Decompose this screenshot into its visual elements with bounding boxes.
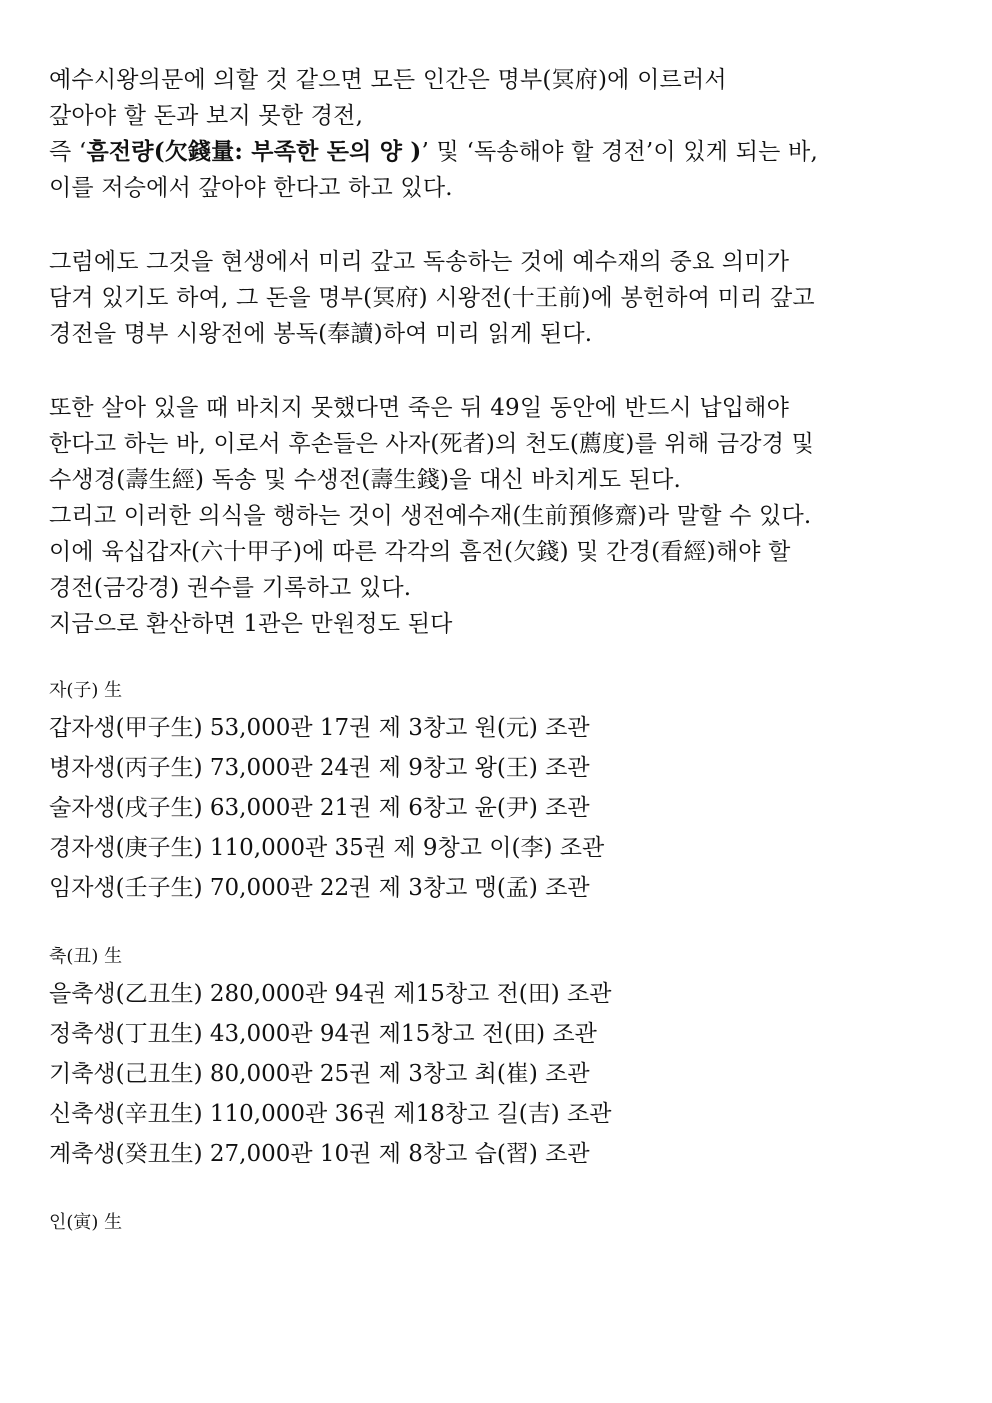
list-item: 을축생(乙丑生) 280,000관 94권 제15창고 전(田) 조관 (49, 981, 612, 1007)
text-line: 경전을 명부 시왕전에 봉독(奉讀)하여 미리 읽게 된다. (49, 321, 593, 347)
emphasis-term: 흠전량(欠錢量: 부족한 돈의 양 ) (86, 138, 422, 165)
text-line: 경전(금강경) 권수를 기록하고 있다. (49, 575, 412, 601)
section-heading: 축(丑) 生 (49, 946, 123, 967)
quote-open: 즉 ‘ (49, 139, 87, 165)
text-line: 지금으로 환산하면 1관은 만원정도 된다 (49, 611, 453, 637)
text-line: 한다고 하는 바, 이로서 후손들은 사자(死者)의 천도(薦度)를 위해 금강경 및 (49, 431, 815, 457)
document-page (49, 62, 949, 1240)
text-line: 또한 살아 있을 때 바치지 못했다면 죽은 뒤 49일 동안에 반드시 납입해야 (49, 395, 789, 421)
text-line: 이에 육십갑자(六十甲子)에 따른 각각의 흠전(欠錢) 및 간경(看經)해야 할 (49, 539, 791, 565)
text-line: 이를 저승에서 갚아야 한다고 하고 있다. (49, 175, 453, 201)
text-line-with-emphasis (49, 134, 949, 170)
list-item: 술자생(戌子生) 63,000관 21권 제 6창고 윤(尹) 조관 (49, 795, 590, 821)
list-item: 임자생(壬子生) 70,000관 22권 제 3창고 맹(孟) 조관 (49, 875, 590, 901)
list-item: 경자생(庚子生) 110,000관 35권 제 9창고 이(李) 조관 (49, 835, 605, 861)
quote-rest: ’ 및 ‘독송해야 할 경전’이 있게 되는 바, (421, 139, 818, 165)
section-heading: 인(寅) 生 (49, 1212, 123, 1233)
text-line: 갚아야 할 돈과 보지 못한 경전, (49, 103, 364, 129)
text-line: 그럼에도 그것을 현생에서 미리 갚고 독송하는 것에 예수재의 중요 의미가 (49, 249, 790, 275)
text-line: 그리고 이러한 의식을 행하는 것이 생전예수재(生前預修齋)라 말할 수 있다. (49, 503, 812, 529)
intro-paragraph-2 (49, 244, 949, 352)
intro-paragraph-3 (49, 390, 949, 642)
list-item: 갑자생(甲子生) 53,000관 17권 제 3창고 원(元) 조관 (49, 715, 590, 741)
list-item: 신축생(辛丑生) 110,000관 36권 제18창고 길(吉) 조관 (49, 1101, 612, 1127)
section-in (49, 1208, 949, 1238)
text-line: 예수시왕의문에 의할 것 같으면 모든 인간은 명부(冥府)에 이르러서 (49, 67, 727, 93)
section-heading: 자(子) 生 (49, 680, 123, 701)
list-item: 계축생(癸丑生) 27,000관 10권 제 8창고 습(習) 조관 (49, 1141, 590, 1167)
section-ja (49, 676, 949, 908)
text-line: 수생경(壽生經) 독송 및 수생전(壽生錢)을 대신 바치게도 된다. (49, 467, 681, 493)
text-line: 담겨 있기도 하여, 그 돈을 명부(冥府) 시왕전(十王前)에 봉헌하여 미리 갚고 (49, 285, 815, 311)
intro-paragraph-1 (49, 62, 949, 206)
list-item: 기축생(己丑生) 80,000관 25권 제 3창고 최(崔) 조관 (49, 1061, 590, 1087)
list-item: 병자생(丙子生) 73,000관 24권 제 9창고 왕(王) 조관 (49, 755, 590, 781)
list-item: 정축생(丁丑生) 43,000관 94권 제15창고 전(田) 조관 (49, 1021, 597, 1047)
section-chuk (49, 942, 949, 1174)
